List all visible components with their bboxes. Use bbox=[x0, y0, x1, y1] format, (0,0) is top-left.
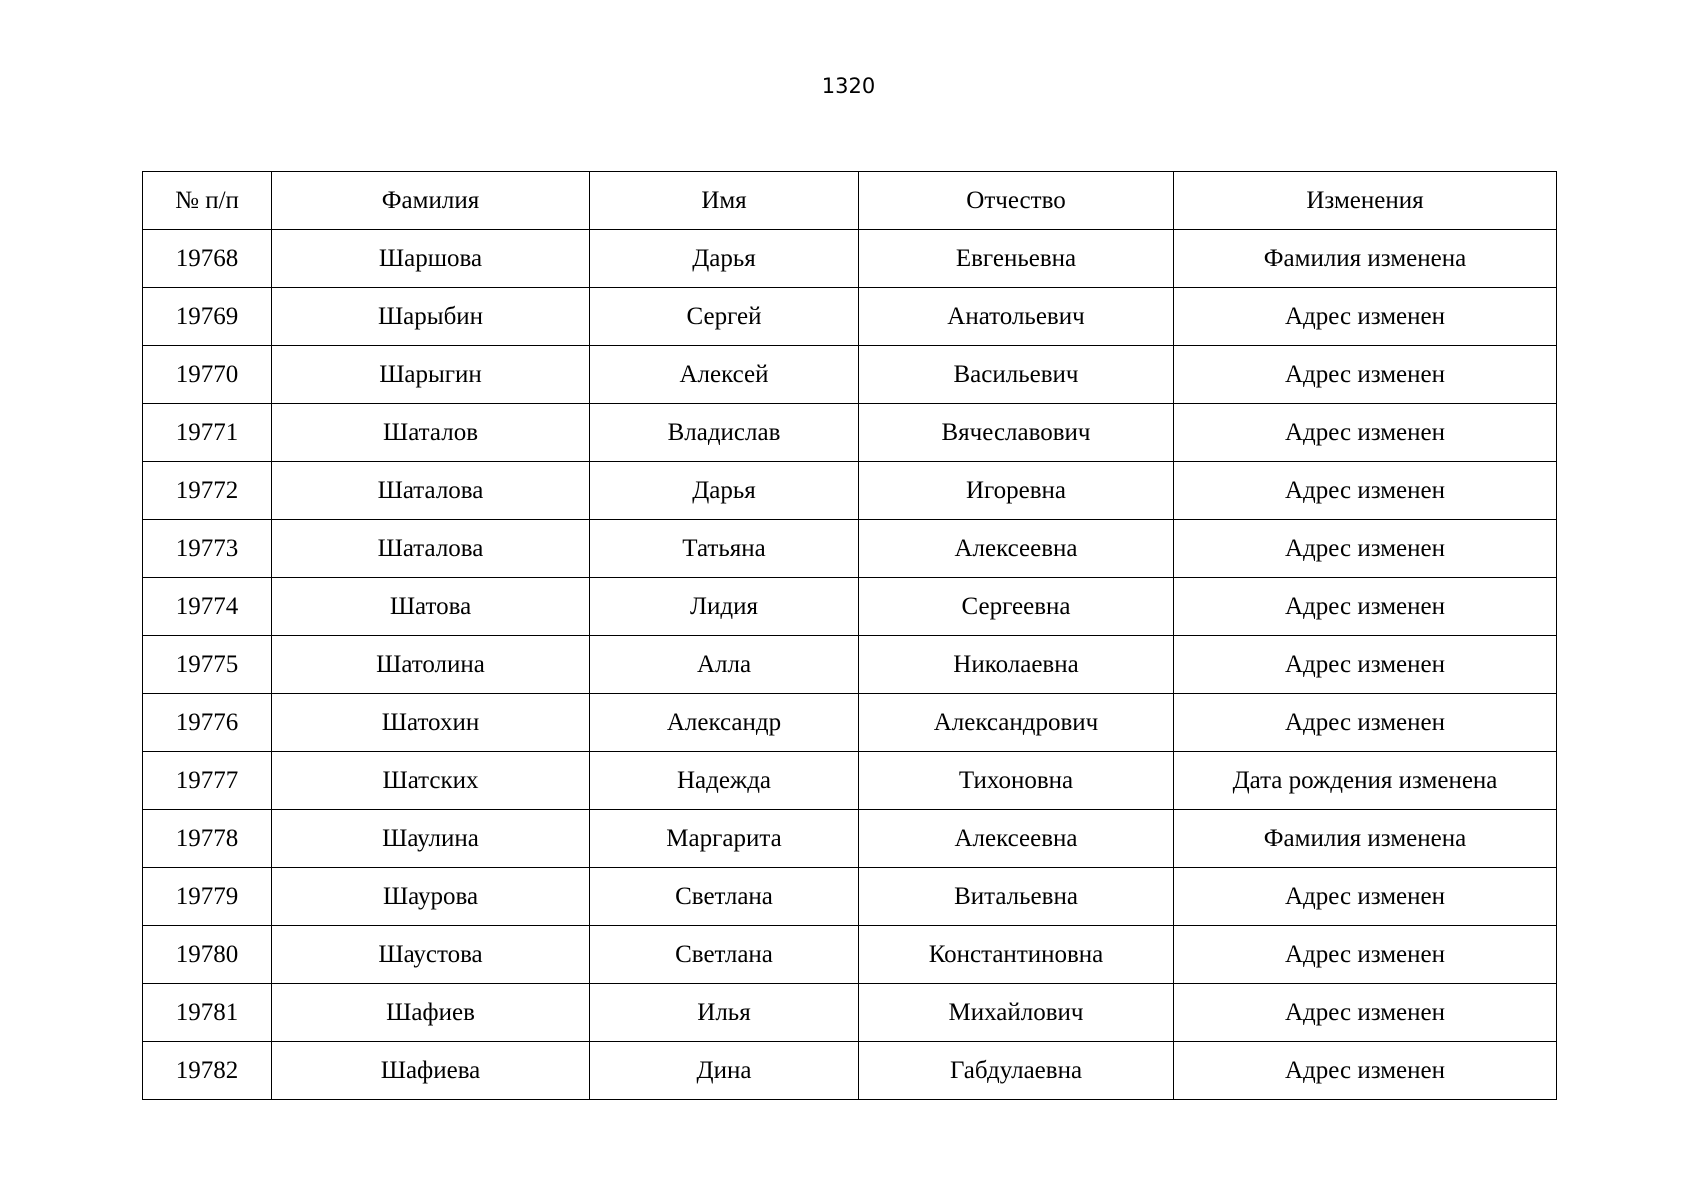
cell-surname: Шатолина bbox=[272, 636, 590, 694]
cell-patronymic: Евгеньевна bbox=[859, 230, 1174, 288]
table-row bbox=[143, 346, 1557, 404]
cell-name: Лидия bbox=[590, 578, 859, 636]
cell-name: Илья bbox=[590, 984, 859, 1042]
cell-number: 19772 bbox=[143, 462, 272, 520]
header-name: Имя bbox=[590, 172, 859, 230]
cell-surname: Шафиев bbox=[272, 984, 590, 1042]
cell-changes: Адрес изменен bbox=[1174, 926, 1557, 984]
cell-changes: Фамилия изменена bbox=[1174, 810, 1557, 868]
table-row bbox=[143, 984, 1557, 1042]
cell-patronymic: Алексеевна bbox=[859, 520, 1174, 578]
cell-number: 19769 bbox=[143, 288, 272, 346]
registry-table bbox=[142, 171, 1557, 1100]
table-body bbox=[143, 230, 1557, 1100]
header-patronymic: Отчество bbox=[859, 172, 1174, 230]
cell-patronymic: Игоревна bbox=[859, 462, 1174, 520]
cell-number: 19775 bbox=[143, 636, 272, 694]
cell-patronymic: Анатольевич bbox=[859, 288, 1174, 346]
cell-changes: Адрес изменен bbox=[1174, 1042, 1557, 1100]
table-row bbox=[143, 868, 1557, 926]
cell-name: Дарья bbox=[590, 230, 859, 288]
cell-changes: Адрес изменен bbox=[1174, 346, 1557, 404]
table-row bbox=[143, 288, 1557, 346]
cell-number: 19778 bbox=[143, 810, 272, 868]
cell-number: 19781 bbox=[143, 984, 272, 1042]
cell-name: Маргарита bbox=[590, 810, 859, 868]
cell-surname: Шатова bbox=[272, 578, 590, 636]
cell-patronymic: Сергеевна bbox=[859, 578, 1174, 636]
table-row bbox=[143, 520, 1557, 578]
cell-surname: Шаулина bbox=[272, 810, 590, 868]
cell-number: 19771 bbox=[143, 404, 272, 462]
header-surname: Фамилия bbox=[272, 172, 590, 230]
cell-surname: Шаустова bbox=[272, 926, 590, 984]
cell-surname: Шаурова bbox=[272, 868, 590, 926]
cell-surname: Шаталова bbox=[272, 520, 590, 578]
cell-surname: Шафиева bbox=[272, 1042, 590, 1100]
cell-patronymic: Алексеевна bbox=[859, 810, 1174, 868]
header-number: № п/п bbox=[143, 172, 272, 230]
cell-patronymic: Витальевна bbox=[859, 868, 1174, 926]
table-row bbox=[143, 752, 1557, 810]
cell-changes: Фамилия изменена bbox=[1174, 230, 1557, 288]
cell-number: 19774 bbox=[143, 578, 272, 636]
cell-number: 19779 bbox=[143, 868, 272, 926]
cell-name: Дарья bbox=[590, 462, 859, 520]
cell-patronymic: Александрович bbox=[859, 694, 1174, 752]
cell-changes: Адрес изменен bbox=[1174, 578, 1557, 636]
cell-surname: Шатских bbox=[272, 752, 590, 810]
cell-surname: Шарыгин bbox=[272, 346, 590, 404]
table-row bbox=[143, 404, 1557, 462]
cell-number: 19768 bbox=[143, 230, 272, 288]
cell-changes: Адрес изменен bbox=[1174, 404, 1557, 462]
cell-name: Дина bbox=[590, 1042, 859, 1100]
cell-surname: Шатохин bbox=[272, 694, 590, 752]
table-header-row bbox=[143, 172, 1557, 230]
cell-changes: Адрес изменен bbox=[1174, 868, 1557, 926]
cell-changes: Адрес изменен bbox=[1174, 636, 1557, 694]
cell-number: 19782 bbox=[143, 1042, 272, 1100]
cell-surname: Шаталова bbox=[272, 462, 590, 520]
table-row bbox=[143, 578, 1557, 636]
cell-changes: Адрес изменен bbox=[1174, 984, 1557, 1042]
cell-patronymic: Михайлович bbox=[859, 984, 1174, 1042]
cell-patronymic: Николаевна bbox=[859, 636, 1174, 694]
cell-name: Александр bbox=[590, 694, 859, 752]
table-row bbox=[143, 694, 1557, 752]
cell-name: Татьяна bbox=[590, 520, 859, 578]
cell-patronymic: Константиновна bbox=[859, 926, 1174, 984]
cell-changes: Адрес изменен bbox=[1174, 694, 1557, 752]
header-changes: Изменения bbox=[1174, 172, 1557, 230]
cell-patronymic: Тихоновна bbox=[859, 752, 1174, 810]
cell-number: 19777 bbox=[143, 752, 272, 810]
cell-name: Светлана bbox=[590, 868, 859, 926]
cell-changes: Адрес изменен bbox=[1174, 520, 1557, 578]
cell-surname: Шарыбин bbox=[272, 288, 590, 346]
table-row bbox=[143, 926, 1557, 984]
cell-surname: Шаталов bbox=[272, 404, 590, 462]
cell-surname: Шаршова bbox=[272, 230, 590, 288]
cell-number: 19780 bbox=[143, 926, 272, 984]
page-number: 1320 bbox=[821, 74, 876, 98]
cell-name: Алексей bbox=[590, 346, 859, 404]
cell-name: Сергей bbox=[590, 288, 859, 346]
cell-changes: Адрес изменен bbox=[1174, 288, 1557, 346]
cell-name: Алла bbox=[590, 636, 859, 694]
cell-number: 19770 bbox=[143, 346, 272, 404]
table-row bbox=[143, 230, 1557, 288]
cell-name: Надежда bbox=[590, 752, 859, 810]
cell-name: Светлана bbox=[590, 926, 859, 984]
table-row bbox=[143, 636, 1557, 694]
cell-patronymic: Васильевич bbox=[859, 346, 1174, 404]
cell-number: 19776 bbox=[143, 694, 272, 752]
cell-name: Владислав bbox=[590, 404, 859, 462]
cell-patronymic: Габдулаевна bbox=[859, 1042, 1174, 1100]
table-row bbox=[143, 1042, 1557, 1100]
cell-changes: Дата рождения изменена bbox=[1174, 752, 1557, 810]
cell-changes: Адрес изменен bbox=[1174, 462, 1557, 520]
cell-number: 19773 bbox=[143, 520, 272, 578]
table-row bbox=[143, 810, 1557, 868]
table-row bbox=[143, 462, 1557, 520]
cell-patronymic: Вячеславович bbox=[859, 404, 1174, 462]
